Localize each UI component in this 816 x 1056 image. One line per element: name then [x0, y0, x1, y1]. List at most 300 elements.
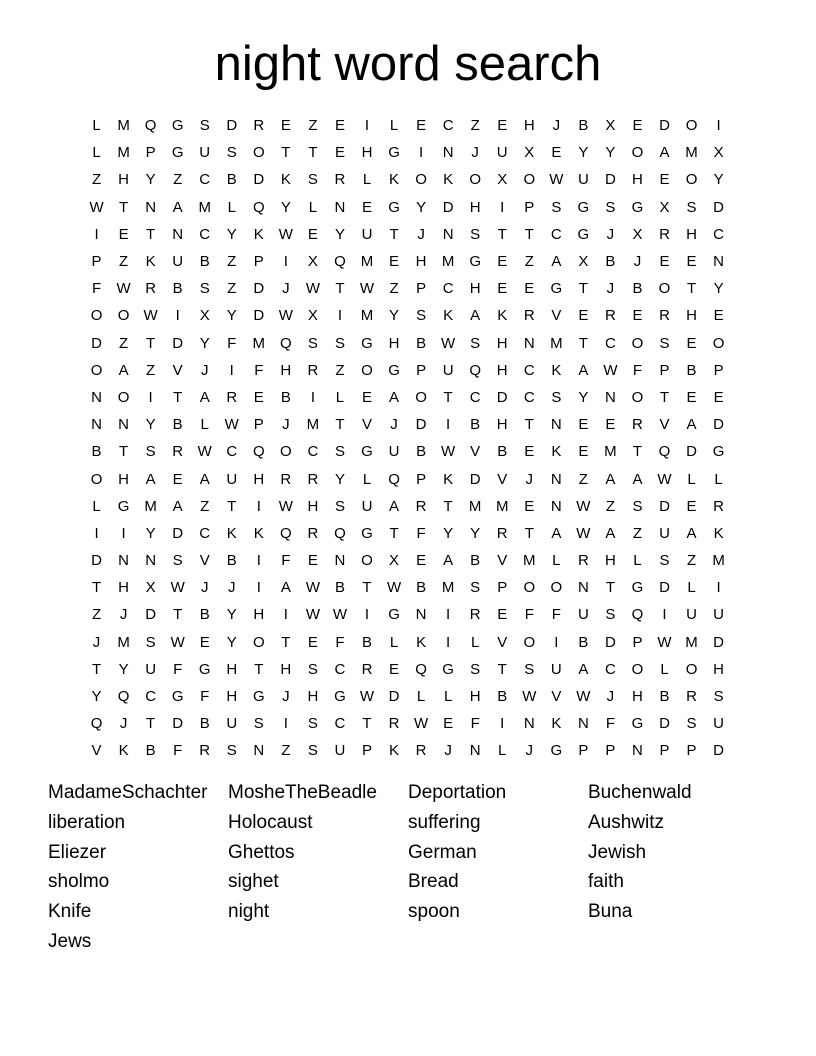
grid-letter: S	[172, 552, 183, 570]
grid-letter: J	[444, 742, 452, 760]
grid-letter: L	[416, 688, 426, 706]
grid-letter: W	[576, 524, 591, 542]
grid-letter: R	[659, 307, 670, 325]
grid-letter: D	[713, 633, 725, 651]
grid-letter: X	[389, 552, 400, 570]
grid-letter: L	[687, 579, 696, 597]
grid-letter: E	[578, 307, 589, 325]
grid-letter: J	[228, 579, 236, 597]
grid-letter: D	[659, 715, 670, 733]
grid-letter: E	[199, 633, 210, 651]
grid-letter: D	[442, 198, 454, 216]
grid-letter: S	[470, 660, 481, 678]
grid-letter: C	[604, 334, 616, 352]
grid-letter: T	[686, 280, 697, 298]
grid-letter: E	[497, 280, 508, 298]
grid-row	[83, 194, 733, 221]
grid-letter: J	[282, 280, 290, 298]
grid-letter: P	[713, 361, 724, 379]
grid-letter: P	[416, 470, 427, 488]
grid-letter: A	[118, 361, 129, 379]
grid-row	[83, 683, 733, 710]
grid-letter: N	[91, 388, 102, 406]
grid-letter: H	[686, 307, 697, 325]
grid-letter: B	[497, 443, 508, 461]
grid-letter: H	[632, 688, 643, 706]
grid-letter: B	[497, 688, 508, 706]
grid-letter: Q	[117, 688, 130, 706]
grid-letter: Z	[578, 470, 588, 488]
grid-letter: A	[280, 579, 291, 597]
grid-letter: A	[172, 198, 183, 216]
grid-row	[83, 710, 733, 737]
grid-letter: Q	[90, 715, 103, 733]
grid-letter: E	[307, 225, 318, 243]
grid-letter: L	[227, 198, 236, 216]
grid-letter: F	[470, 715, 480, 733]
grid-letter: R	[145, 280, 157, 298]
grid-letter: E	[524, 443, 535, 461]
grid-letter: H	[280, 660, 292, 678]
grid-letter: P	[497, 579, 508, 597]
grid-letter: Z	[91, 606, 102, 624]
grid-letter: B	[605, 253, 616, 271]
grid-letter: Y	[389, 307, 400, 325]
grid-letter: J	[200, 361, 209, 379]
grid-letter: Y	[226, 633, 237, 651]
grid-letter: K	[280, 171, 291, 189]
grid-letter: M	[117, 144, 130, 162]
grid-letter: L	[443, 688, 453, 706]
grid-letter: H	[523, 117, 535, 135]
grid-letter: G	[252, 688, 265, 706]
word-list-item: night	[228, 901, 270, 923]
grid-letter: R	[604, 307, 616, 325]
grid-letter: J	[471, 144, 479, 162]
grid-letter: Z	[308, 117, 318, 135]
grid-letter: B	[199, 715, 210, 733]
grid-letter: A	[632, 470, 643, 488]
grid-letter: D	[172, 524, 184, 542]
grid-letter: I	[446, 606, 451, 624]
grid-row	[83, 574, 733, 601]
grid-letter: E	[659, 171, 670, 189]
grid-letter: O	[550, 579, 563, 597]
grid-letter: V	[497, 552, 508, 570]
grid-letter: E	[659, 253, 670, 271]
grid-letter: S	[551, 388, 562, 406]
grid-letter: D	[415, 416, 427, 434]
grid-letter: A	[686, 524, 697, 542]
grid-letter: B	[226, 171, 237, 189]
grid-letter: E	[118, 225, 129, 243]
grid-letter: U	[577, 606, 589, 624]
grid-letter: N	[442, 144, 454, 162]
grid-row	[83, 547, 733, 574]
grid-letter: W	[143, 307, 158, 325]
word-list-item: MosheTheBeadle	[228, 782, 377, 803]
grid-letter: D	[659, 117, 670, 135]
grid-letter: N	[334, 552, 346, 570]
grid-letter: J	[552, 117, 561, 135]
grid-letter: Y	[91, 688, 102, 706]
grid-letter: Y	[145, 524, 156, 542]
grid-row	[83, 411, 733, 438]
grid-letter: I	[256, 497, 261, 515]
grid-letter: M	[144, 497, 157, 515]
grid-letter: H	[280, 361, 292, 379]
grid-letter: I	[256, 579, 261, 597]
grid-letter: W	[549, 171, 564, 189]
grid-letter: W	[657, 470, 672, 488]
grid-letter: C	[604, 660, 616, 678]
page-title: night word search	[214, 37, 602, 91]
grid-letter: N	[550, 416, 562, 434]
word-list-item: Knife	[48, 901, 92, 923]
grid-letter: A	[659, 144, 670, 162]
grid-letter: N	[253, 742, 265, 760]
grid-letter: H	[469, 198, 481, 216]
grid-letter: L	[92, 144, 101, 162]
grid-letter: E	[280, 117, 291, 135]
grid-letter: F	[632, 361, 643, 379]
grid-letter: S	[226, 144, 237, 162]
grid-letter: W	[359, 688, 375, 706]
grid-letter: E	[524, 280, 535, 298]
grid-letter: V	[91, 742, 102, 760]
grid-letter: K	[118, 742, 129, 760]
grid-letter: M	[441, 579, 455, 597]
grid-letter: X	[632, 225, 643, 243]
grid-letter: T	[91, 660, 102, 678]
grid-letter: N	[118, 552, 129, 570]
grid-letter: P	[416, 280, 427, 298]
grid-letter: E	[686, 388, 697, 406]
grid-letter: K	[443, 171, 454, 189]
grid-letter: H	[118, 171, 129, 189]
grid-letter: K	[416, 633, 427, 651]
grid-letter: N	[415, 606, 427, 624]
grid-letter: D	[172, 334, 184, 352]
grid-letter: U	[659, 524, 670, 542]
grid-letter: G	[388, 606, 400, 624]
grid-letter: B	[199, 253, 210, 271]
grid-letter: H	[307, 688, 319, 706]
grid-letter: L	[362, 470, 372, 488]
grid-letter: S	[605, 606, 616, 624]
grid-letter: I	[364, 606, 370, 624]
grid-letter: N	[577, 715, 589, 733]
grid-letter: A	[172, 497, 183, 515]
grid-letter: N	[145, 198, 157, 216]
grid-letter: Z	[686, 552, 697, 570]
grid-letter: E	[307, 552, 318, 570]
grid-letter: Q	[144, 117, 157, 135]
grid-letter: Q	[469, 361, 482, 379]
grid-letter: S	[334, 443, 345, 461]
grid-letter: N	[118, 416, 129, 434]
grid-letter: Z	[173, 171, 183, 189]
grid-letter: F	[173, 660, 183, 678]
grid-letter: G	[361, 334, 373, 352]
grid-letter: N	[145, 552, 157, 570]
word-list-item: faith	[588, 871, 624, 893]
grid-letter: S	[307, 742, 318, 760]
grid-letter: M	[468, 497, 482, 515]
grid-letter: O	[415, 388, 427, 406]
grid-letter: G	[171, 688, 184, 706]
grid-letter: G	[577, 225, 590, 243]
grid-letter: K	[497, 307, 508, 325]
grid-letter: S	[416, 307, 427, 325]
grid-letter: F	[551, 606, 561, 624]
grid-letter: O	[712, 334, 725, 352]
grid-letter: X	[307, 307, 318, 325]
grid-letter: G	[171, 117, 184, 135]
grid-letter: A	[443, 552, 454, 570]
grid-letter: I	[500, 715, 505, 733]
grid-letter: J	[92, 633, 101, 651]
grid-letter: Q	[334, 524, 346, 542]
word-list-item: Holocaust	[228, 811, 313, 833]
grid-letter: L	[633, 552, 642, 570]
grid-letter: V	[497, 470, 508, 488]
grid-letter: W	[441, 334, 456, 352]
grid-letter: P	[253, 253, 264, 271]
grid-letter: Z	[227, 280, 237, 298]
grid-letter: A	[551, 524, 562, 542]
grid-letter: W	[278, 497, 293, 515]
grid-letter: T	[173, 388, 183, 406]
grid-letter: G	[388, 198, 400, 216]
grid-letter: E	[307, 633, 318, 651]
grid-letter: D	[713, 742, 725, 760]
grid-letter: G	[334, 688, 346, 706]
grid-letter: E	[361, 388, 372, 406]
grid-letter: Z	[389, 280, 399, 298]
grid-letter: A	[578, 660, 589, 678]
grid-letter: S	[686, 198, 697, 216]
grid-row	[83, 520, 733, 547]
grid-letter: D	[604, 633, 616, 651]
grid-letter: J	[417, 225, 425, 243]
grid-letter: T	[443, 388, 453, 406]
grid-letter: G	[631, 198, 644, 216]
grid-letter: H	[632, 171, 643, 189]
grid-letter: B	[226, 552, 237, 570]
grid-letter: B	[334, 579, 345, 597]
grid-row	[83, 166, 733, 193]
grid-letter: V	[470, 443, 481, 461]
grid-letter: P	[361, 742, 372, 760]
grid-letter: I	[175, 307, 180, 325]
grid-letter: D	[226, 117, 238, 135]
grid-letter: Y	[334, 225, 345, 243]
grid-letter: Y	[443, 524, 454, 542]
grid-letter: I	[121, 524, 126, 542]
grid-letter: R	[253, 117, 265, 135]
grid-letter: D	[253, 171, 265, 189]
grid-letter: L	[389, 633, 399, 651]
grid-letter: T	[335, 416, 345, 434]
grid-letter: H	[361, 144, 373, 162]
word-list-item: Ghettos	[228, 841, 295, 863]
grid-letter: W	[332, 606, 348, 624]
grid-letter: O	[685, 660, 698, 678]
grid-letter: S	[605, 198, 616, 216]
grid-letter: T	[227, 497, 237, 515]
word-list-item: sighet	[228, 871, 279, 893]
grid-letter: J	[606, 688, 615, 706]
grid-letter: L	[92, 117, 101, 135]
grid-letter: S	[713, 688, 724, 706]
grid-letter: G	[577, 198, 590, 216]
grid-letter: W	[170, 633, 185, 651]
grid-letter: Z	[118, 334, 129, 352]
grid-letter: Y	[578, 144, 589, 162]
grid-letter: S	[470, 579, 481, 597]
grid-letter: L	[308, 198, 318, 216]
grid-letter: E	[389, 253, 400, 271]
grid-letter: O	[631, 144, 644, 162]
grid-letter: X	[659, 198, 670, 216]
grid-letter: B	[416, 443, 427, 461]
grid-letter: T	[146, 715, 156, 733]
grid-letter: H	[253, 606, 265, 624]
grid-letter: U	[442, 361, 454, 379]
grid-letter: D	[469, 470, 481, 488]
grid-letter: P	[524, 198, 535, 216]
grid-letter: V	[551, 307, 562, 325]
grid-letter: O	[685, 171, 698, 189]
grid-letter: E	[497, 253, 508, 271]
grid-letter: M	[495, 497, 509, 515]
grid-letter: C	[334, 715, 346, 733]
grid-letter: T	[659, 388, 670, 406]
grid-letter: N	[334, 198, 346, 216]
grid-letter: Z	[146, 361, 156, 379]
grid-letter: L	[660, 660, 669, 678]
grid-letter: E	[416, 117, 427, 135]
grid-letter: M	[117, 633, 130, 651]
grid-letter: F	[281, 552, 291, 570]
grid-letter: E	[713, 388, 724, 406]
grid-letter: V	[199, 552, 210, 570]
grid-letter: U	[361, 225, 373, 243]
grid-letter: F	[173, 742, 183, 760]
grid-letter: O	[631, 660, 644, 678]
grid-letter: C	[145, 688, 157, 706]
grid-letter: I	[446, 633, 451, 651]
grid-letter: W	[305, 579, 320, 597]
grid-letter: A	[145, 470, 156, 488]
grid-letter: R	[199, 742, 211, 760]
grid-letter: W	[197, 443, 212, 461]
grid-letter: Y	[118, 660, 129, 678]
grid-letter: O	[523, 633, 536, 651]
grid-letter: U	[550, 660, 562, 678]
grid-letter: H	[604, 552, 616, 570]
grid-letter: J	[525, 470, 534, 488]
grid-letter: V	[497, 633, 508, 651]
grid-letter: D	[145, 606, 157, 624]
grid-letter: I	[94, 225, 99, 243]
grid-letter: N	[713, 253, 725, 271]
grid-letter: E	[443, 715, 454, 733]
grid-row	[83, 601, 733, 628]
grid-letter: Q	[388, 470, 400, 488]
grid-letter: T	[173, 606, 183, 624]
grid-letter: F	[200, 688, 210, 706]
grid-letter: F	[524, 606, 534, 624]
grid-letter: Y	[578, 388, 589, 406]
grid-row	[83, 357, 733, 384]
grid-letter: Z	[605, 497, 615, 515]
grid-letter: M	[360, 253, 374, 271]
grid-row	[83, 248, 733, 275]
word-list-item: suffering	[408, 811, 481, 833]
grid-letter: Y	[605, 144, 616, 162]
grid-letter: K	[253, 225, 264, 243]
grid-letter: F	[335, 633, 345, 651]
grid-letter: P	[659, 742, 670, 760]
grid-letter: H	[415, 253, 427, 271]
word-list-item: Buna	[588, 901, 633, 923]
grid-letter: R	[415, 497, 427, 515]
grid-letter: X	[307, 253, 318, 271]
grid-letter: T	[118, 198, 129, 216]
grid-letter: P	[145, 144, 156, 162]
grid-letter: E	[551, 144, 562, 162]
grid-letter: M	[306, 416, 320, 434]
grid-letter: J	[606, 225, 615, 243]
grid-letter: U	[145, 660, 157, 678]
grid-letter: A	[686, 416, 697, 434]
grid-letter: W	[305, 606, 320, 624]
grid-letter: A	[389, 388, 400, 406]
grid-letter: E	[389, 660, 400, 678]
grid-letter: K	[551, 715, 562, 733]
grid-letter: E	[497, 606, 508, 624]
grid-letter: I	[554, 633, 559, 651]
grid-letter: N	[523, 334, 535, 352]
grid-letter: I	[148, 388, 153, 406]
grid-letter: I	[283, 606, 288, 624]
grid-letter: T	[524, 225, 534, 243]
grid-letter: Z	[200, 497, 210, 515]
grid-letter: P	[659, 361, 670, 379]
grid-letter: Y	[713, 171, 724, 189]
grid-letter: T	[497, 225, 507, 243]
grid-letter: G	[469, 253, 482, 271]
grid-letter: U	[226, 470, 238, 488]
grid-letter: U	[226, 715, 238, 733]
grid-letter: E	[632, 307, 643, 325]
grid-letter: D	[253, 307, 265, 325]
grid-row	[83, 330, 733, 357]
grid-row	[83, 438, 733, 465]
grid-letter: Z	[335, 361, 345, 379]
grid-letter: O	[117, 307, 130, 325]
grid-letter: B	[686, 361, 697, 379]
grid-letter: E	[686, 253, 697, 271]
grid-letter: U	[172, 253, 184, 271]
grid-letter: K	[145, 253, 156, 271]
grid-letter: S	[199, 280, 210, 298]
word-list-item: Bread	[408, 871, 459, 893]
grid-letter: I	[500, 198, 505, 216]
grid-letter: B	[91, 443, 102, 461]
